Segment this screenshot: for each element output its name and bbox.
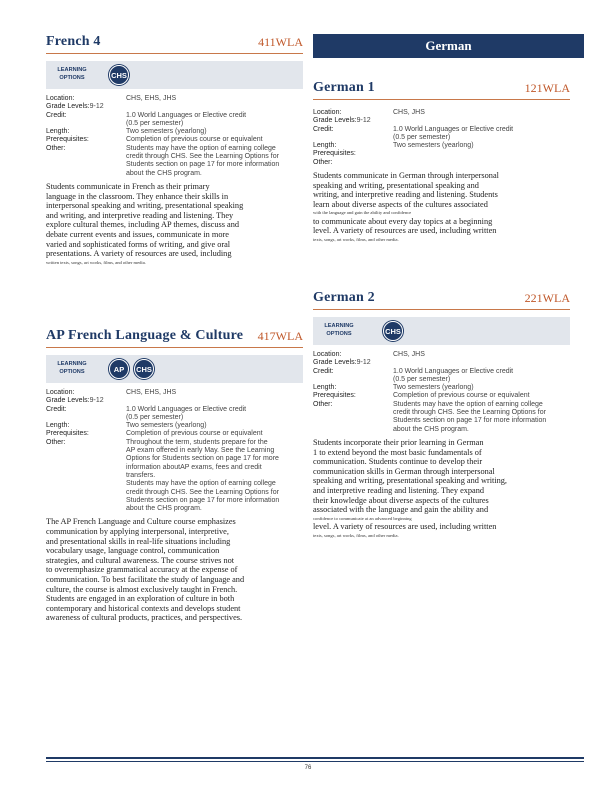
college-credit-icon: CHS bbox=[134, 359, 154, 379]
learning-options-bar bbox=[46, 61, 303, 89]
course-info: Location: CHS, JHS Grade Levels: 9-12 Credit: 1.0 World Languages or Elective credit (0.5 per semester) Length: Two semesters (yearlong) Prerequisites: Other: bbox=[313, 109, 514, 166]
course-description: The AP French Language and Culture course emphasizes communication by applying interpersonal, interpretive, and presentational skills in real-life situations including vocabulary usage, language control, communication strategies, and cultural awareness. The course strives not to overemphasize grammatical accuracy at the expense of communication. To best facilitate the study of language and culture, the course is almost exclusively taught in French. Students are engaged in an exploration of culture in both contemporary and historical contexts and develops student awareness of cultural products, practices, and perspectives. bbox=[46, 517, 245, 623]
course-german-1 bbox=[313, 80, 570, 243]
section-banner-german: German bbox=[313, 34, 584, 58]
course-description: Students incorporate their prior learning in German 1 to extend beyond the most basic fundamentals of communication. Students continue to develop their communication skills in German through interpersonal speaking and writing, presentational speaking and writing, and interpretive reading and listening. They expand their knowledge about diverse aspects of the cultures associated with the language and gain the ability and confidence to communicate at an advanced beginning level. A variety of resources are used, including written texts, songs, art works, films, and other media. bbox=[313, 437, 508, 538]
course-french-4 bbox=[46, 34, 303, 266]
course-description: Students communicate in French as their primary language in the classroom. They enhance their skills in interpersonal speaking and writing, presentational speaking and writing, and interpretive reading and listening. They explore cultural themes, including AP themes, discuss and debate current events and issues, communicate in more varied and sophisticated forms of writing, and give oral presentations. A variety of resources are used, including written texts, songs, art works, films, and other media. bbox=[46, 181, 244, 265]
learning-options-bar bbox=[46, 355, 303, 383]
learning-options-bar bbox=[313, 317, 570, 345]
college-credit-icon: CHS bbox=[109, 65, 129, 85]
course-code: 411WLA bbox=[258, 35, 303, 49]
course-title: German 1 bbox=[313, 80, 375, 95]
course-code: 221WLA bbox=[524, 291, 570, 305]
learning-options-label: LEARNING OPTIONS bbox=[324, 323, 354, 337]
course-description: Students communicate in German through interpersonal speaking and writing, presentational speaking and writing, and interpretive reading and listening. Students learn about diverse aspects of the cultures associated with the language and gain the ability and confidence to communicate about every day topics at a beginning level. A variety of resources are used, including written texts, songs, art works, films, and other media. bbox=[313, 171, 499, 242]
course-ap-french bbox=[46, 328, 303, 623]
ap-exam-icon: AP bbox=[109, 359, 129, 379]
footer-rule-top bbox=[46, 757, 584, 759]
course-code: 121WLA bbox=[524, 81, 570, 95]
learning-options-label: LEARNING OPTIONS bbox=[57, 67, 87, 81]
course-title: German 2 bbox=[313, 290, 375, 305]
course-header bbox=[313, 80, 570, 100]
course-header bbox=[46, 34, 303, 54]
course-header bbox=[313, 290, 570, 310]
college-credit-icon: CHS bbox=[383, 321, 403, 341]
course-title: AP French Language & Culture bbox=[46, 328, 244, 343]
course-info: Location: CHS, EHS, JHS Grade Levels: 9-12 Credit: 1.0 World Languages or Elective credit (0.5 per semester) Length: Two semesters (yearlong) Prerequisites: Completion of previous course or equivalent Other: Students may have the option of earning college credit through CHS. See the Learning Options for Students section on page 17 for more information about the CHS program. bbox=[46, 95, 280, 177]
footer-rule-bottom bbox=[46, 761, 584, 762]
page-number: 76 bbox=[304, 765, 312, 771]
course-code: 417WLA bbox=[257, 329, 303, 343]
course-header bbox=[46, 328, 303, 348]
course-info: Location: CHS, EHS, JHS Grade Levels: 9-12 Credit: 1.0 World Languages or Elective credit (0.5 per semester) Length: Two semesters (yearlong) Prerequisites: Completion of previous course or equivalent Other: Throughout the term, students prepare for the AP exam offered in early May. See the Learning Options for Students section on page 17 for more information aboutAP exams, fees and credit transfers. Students may have the option of earning college credit through CHS. See the Learning Options for Students section on page 17 for more information about the CHS program. bbox=[46, 389, 280, 513]
course-german-2 bbox=[313, 290, 570, 539]
learning-options-label: LEARNING OPTIONS bbox=[57, 361, 87, 375]
course-title: French 4 bbox=[46, 34, 101, 49]
course-info: Location: CHS, JHS Grade Levels: 9-12 Credit: 1.0 World Languages or Elective credit (0.5 per semester) Length: Two semesters (yearlong) Prerequisites: Completion of previous course or equivalent Other: Students may have the option of earning college credit through CHS. See the Learning Options for Students section on page 17 for more information about the CHS program. bbox=[313, 351, 547, 433]
